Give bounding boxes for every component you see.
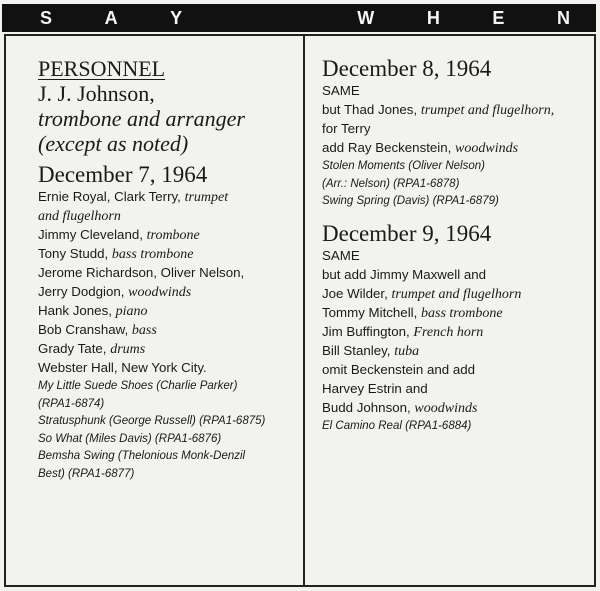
tune-line: So What (Miles Davis) (RPA1-6876) <box>38 432 222 445</box>
tune-list <box>38 378 296 483</box>
tune-line: Best) (RPA1-6877) <box>38 467 135 480</box>
title-letter: Y <box>170 8 183 28</box>
personnel-line: Jim Buffington, French horn <box>322 323 484 340</box>
personnel-line: Grady Tate, drums <box>38 341 146 357</box>
instrument: piano <box>115 304 148 319</box>
instrument: woodwinds <box>414 400 478 416</box>
personnel-line: Bob Cranshaw, bass <box>38 322 157 338</box>
instrument: bass trombone <box>111 247 194 262</box>
tune-line: Stratusphunk (George Russell) (RPA1-6875) <box>38 415 266 427</box>
personnel-line: Jerome Richardson, Oliver Nelson, <box>38 265 245 280</box>
personnel-line: but Thad Jones, trumpet and flugelhorn, <box>322 102 555 118</box>
title-letter: A <box>104 8 118 28</box>
tune-line: Swing Spring (Davis) (RPA1-6879) <box>322 195 499 207</box>
personnel-line: but add Jimmy Maxwell and <box>322 266 487 282</box>
instrument: and flugelhorn <box>38 209 121 224</box>
tune-line: My Little Suede Shoes (Charlie Parker) <box>38 380 238 392</box>
leader-role: trombone and arranger <box>38 106 245 131</box>
title-letter: N <box>556 8 570 28</box>
title-letter: E <box>492 8 505 28</box>
title-letter: S <box>40 8 53 28</box>
personnel-line: for Terry <box>322 121 371 136</box>
instrument: bass trombone <box>421 305 503 321</box>
personnel-list <box>322 82 584 158</box>
tune-line: (RPA1-6874) <box>38 397 105 410</box>
right-column <box>322 56 584 435</box>
tune-line: Bemsha Swing (Thelonious Monk-Denzil <box>38 450 246 462</box>
tune-line: Stolen Moments (Oliver Nelson) <box>322 160 485 172</box>
personnel-line: SAME <box>322 247 360 263</box>
instrument: trumpet and flugelhorn, <box>420 103 555 118</box>
title-banner <box>2 4 596 32</box>
personnel-line: SAME <box>322 83 360 98</box>
personnel-heading: PERSONNEL <box>38 56 166 81</box>
personnel-list <box>38 188 296 378</box>
instrument: woodwinds <box>455 141 519 156</box>
instrument: bass <box>131 323 157 338</box>
instrument: trumpet <box>184 190 229 205</box>
personnel-line: Hank Jones, piano <box>38 303 148 319</box>
personnel-line: add Ray Beckenstein, woodwinds <box>322 140 519 156</box>
personnel-line: Joe Wilder, trumpet and flugelhorn <box>322 285 522 302</box>
personnel-line: Tony Studd, bass trombone <box>38 246 194 262</box>
personnel-line <box>38 207 296 226</box>
instrument: trumpet and flugelhorn <box>391 286 522 302</box>
instrument: tuba <box>394 343 420 359</box>
instrument: woodwinds <box>128 285 192 300</box>
session-date: December 8, 1964 <box>322 56 492 81</box>
left-column <box>38 56 296 483</box>
personnel-line: omit Beckenstein and add <box>322 361 476 377</box>
tune-line: El Camino Real (RPA1-6884) <box>322 419 472 432</box>
tune-list <box>322 418 584 436</box>
title-letter: H <box>426 8 440 28</box>
personnel-line: Harvey Estrin and <box>322 380 428 396</box>
column-divider <box>303 34 305 587</box>
tune-line: (Arr.: Nelson) (RPA1-6878) <box>322 177 460 190</box>
instrument: French horn <box>413 324 484 340</box>
tune-list <box>322 158 584 211</box>
personnel-line: Jimmy Cleveland, trombone <box>38 227 200 243</box>
personnel-list <box>322 247 584 418</box>
personnel-line: Bill Stanley, tuba <box>322 342 420 359</box>
instrument: trombone <box>146 228 200 243</box>
title-letter: W <box>357 8 375 28</box>
leader-role-note: (except as noted) <box>38 131 189 156</box>
personnel-line: Tommy Mitchell, bass trombone <box>322 304 503 321</box>
leader-name: J. J. Johnson, <box>38 81 155 106</box>
personnel-line: Budd Johnson, woodwinds <box>322 399 478 416</box>
session-date: December 7, 1964 <box>38 162 208 187</box>
recording-location: Webster Hall, New York City. <box>38 360 207 375</box>
instrument: drums <box>110 342 146 357</box>
personnel-line: Jerry Dodgion, woodwinds <box>38 284 192 300</box>
personnel-line: Ernie Royal, Clark Terry, trumpet <box>38 189 229 205</box>
session-date: December 9, 1964 <box>322 220 492 246</box>
